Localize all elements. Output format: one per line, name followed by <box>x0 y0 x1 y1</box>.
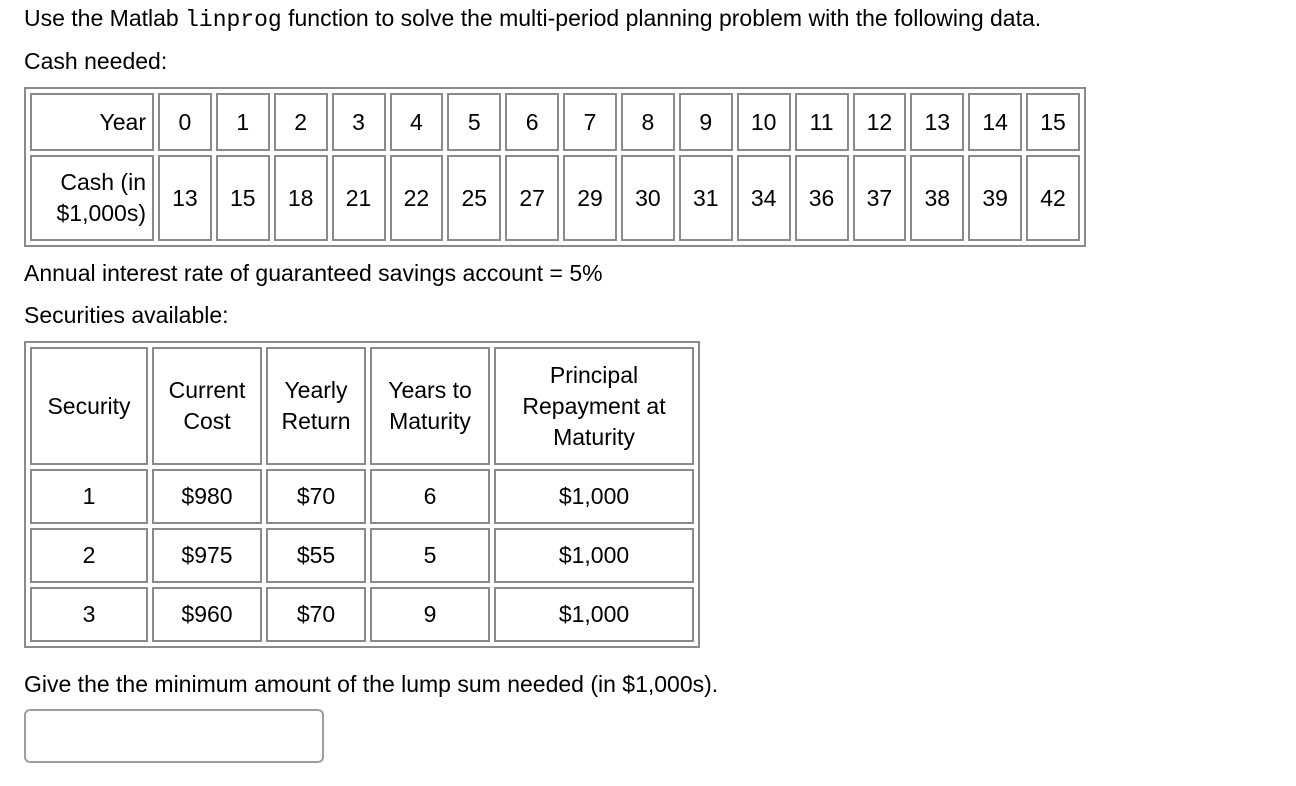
year-cell: 7 <box>563 93 617 151</box>
year-cell: 6 <box>505 93 559 151</box>
intro-text <box>24 4 1041 34</box>
year-cell: 13 <box>910 93 964 151</box>
cost-cell: $980 <box>152 469 262 524</box>
cash-needed-table <box>24 87 1086 247</box>
year-cell: 8 <box>621 93 675 151</box>
security-row <box>30 469 694 524</box>
year-cell: 0 <box>158 93 212 151</box>
return-cell: $70 <box>266 587 366 642</box>
intro-before: Use the Matlab <box>24 5 186 31</box>
header-line: Yearly <box>284 377 348 403</box>
header-line: Current <box>168 377 246 403</box>
header-line: Repayment at <box>522 392 666 419</box>
cash-cell: 29 <box>563 155 617 241</box>
year-cell: 4 <box>390 93 444 151</box>
cash-cell: 27 <box>505 155 559 241</box>
cash-cell: 38 <box>910 155 964 241</box>
cash-cell: 21 <box>332 155 386 241</box>
securities-label: Securities available: <box>24 302 229 328</box>
cost-cell: $960 <box>152 587 262 642</box>
cash-header <box>30 155 154 241</box>
year-cell: 5 <box>447 93 501 151</box>
cash-cell: 36 <box>795 155 849 241</box>
security-cell: 2 <box>30 528 148 583</box>
header-principal-repayment <box>494 347 694 465</box>
header-current-cost <box>152 347 262 465</box>
header-line: Years to <box>388 377 472 403</box>
return-cell: $70 <box>266 469 366 524</box>
year-cell: 12 <box>853 93 907 151</box>
header-line: Cost <box>183 408 231 434</box>
header-line: Security <box>47 392 131 419</box>
cash-cell: 22 <box>390 155 444 241</box>
cash-needed-label: Cash needed: <box>24 48 168 74</box>
year-cell: 14 <box>968 93 1022 151</box>
cash-cell: 30 <box>621 155 675 241</box>
cost-cell: $975 <box>152 528 262 583</box>
cash-cell: 42 <box>1026 155 1080 241</box>
security-cell: 3 <box>30 587 148 642</box>
header-line: Return <box>281 408 351 434</box>
cash-cell: 25 <box>447 155 501 241</box>
years-cell: 5 <box>370 528 490 583</box>
question-text: Give the the minimum amount of the lump sum needed (in $1,000s). <box>24 671 719 697</box>
return-cell: $55 <box>266 528 366 583</box>
year-cell: 15 <box>1026 93 1080 151</box>
year-cell: 11 <box>795 93 849 151</box>
interest-rate-text: Annual interest rate of guaranteed savings account = 5% <box>24 260 603 286</box>
header-yearly-return <box>266 347 366 465</box>
securities-table <box>24 341 700 648</box>
cash-cell: 37 <box>853 155 907 241</box>
principal-cell: $1,000 <box>494 587 694 642</box>
cash-cell: 18 <box>274 155 328 241</box>
year-row <box>30 93 1080 151</box>
answer-input[interactable] <box>24 709 324 763</box>
cash-header-line1: Cash (in <box>60 169 146 195</box>
cash-row <box>30 155 1080 241</box>
cash-cell: 15 <box>216 155 270 241</box>
security-cell: 1 <box>30 469 148 524</box>
year-cell: 10 <box>737 93 791 151</box>
security-row <box>30 587 694 642</box>
header-line: Principal <box>549 361 639 388</box>
year-cell: 9 <box>679 93 733 151</box>
header-years-to-maturity <box>370 347 490 465</box>
securities-header-row <box>30 347 694 465</box>
header-security <box>30 347 148 465</box>
principal-cell: $1,000 <box>494 469 694 524</box>
year-header: Year <box>30 93 154 151</box>
year-cell: 2 <box>274 93 328 151</box>
linprog-code: linprog <box>185 7 282 33</box>
header-line: Maturity <box>389 408 471 434</box>
intro-after: function to solve the multi-period planning problem with the following data. <box>281 5 1042 31</box>
year-cell: 3 <box>332 93 386 151</box>
years-cell: 6 <box>370 469 490 524</box>
years-cell: 9 <box>370 587 490 642</box>
cash-cell: 31 <box>679 155 733 241</box>
cash-header-line2: $1,000s) <box>56 200 146 226</box>
cash-cell: 13 <box>158 155 212 241</box>
header-line: Maturity <box>553 423 635 450</box>
cash-cell: 34 <box>737 155 791 241</box>
security-row <box>30 528 694 583</box>
principal-cell: $1,000 <box>494 528 694 583</box>
cash-cell: 39 <box>968 155 1022 241</box>
year-cell: 1 <box>216 93 270 151</box>
